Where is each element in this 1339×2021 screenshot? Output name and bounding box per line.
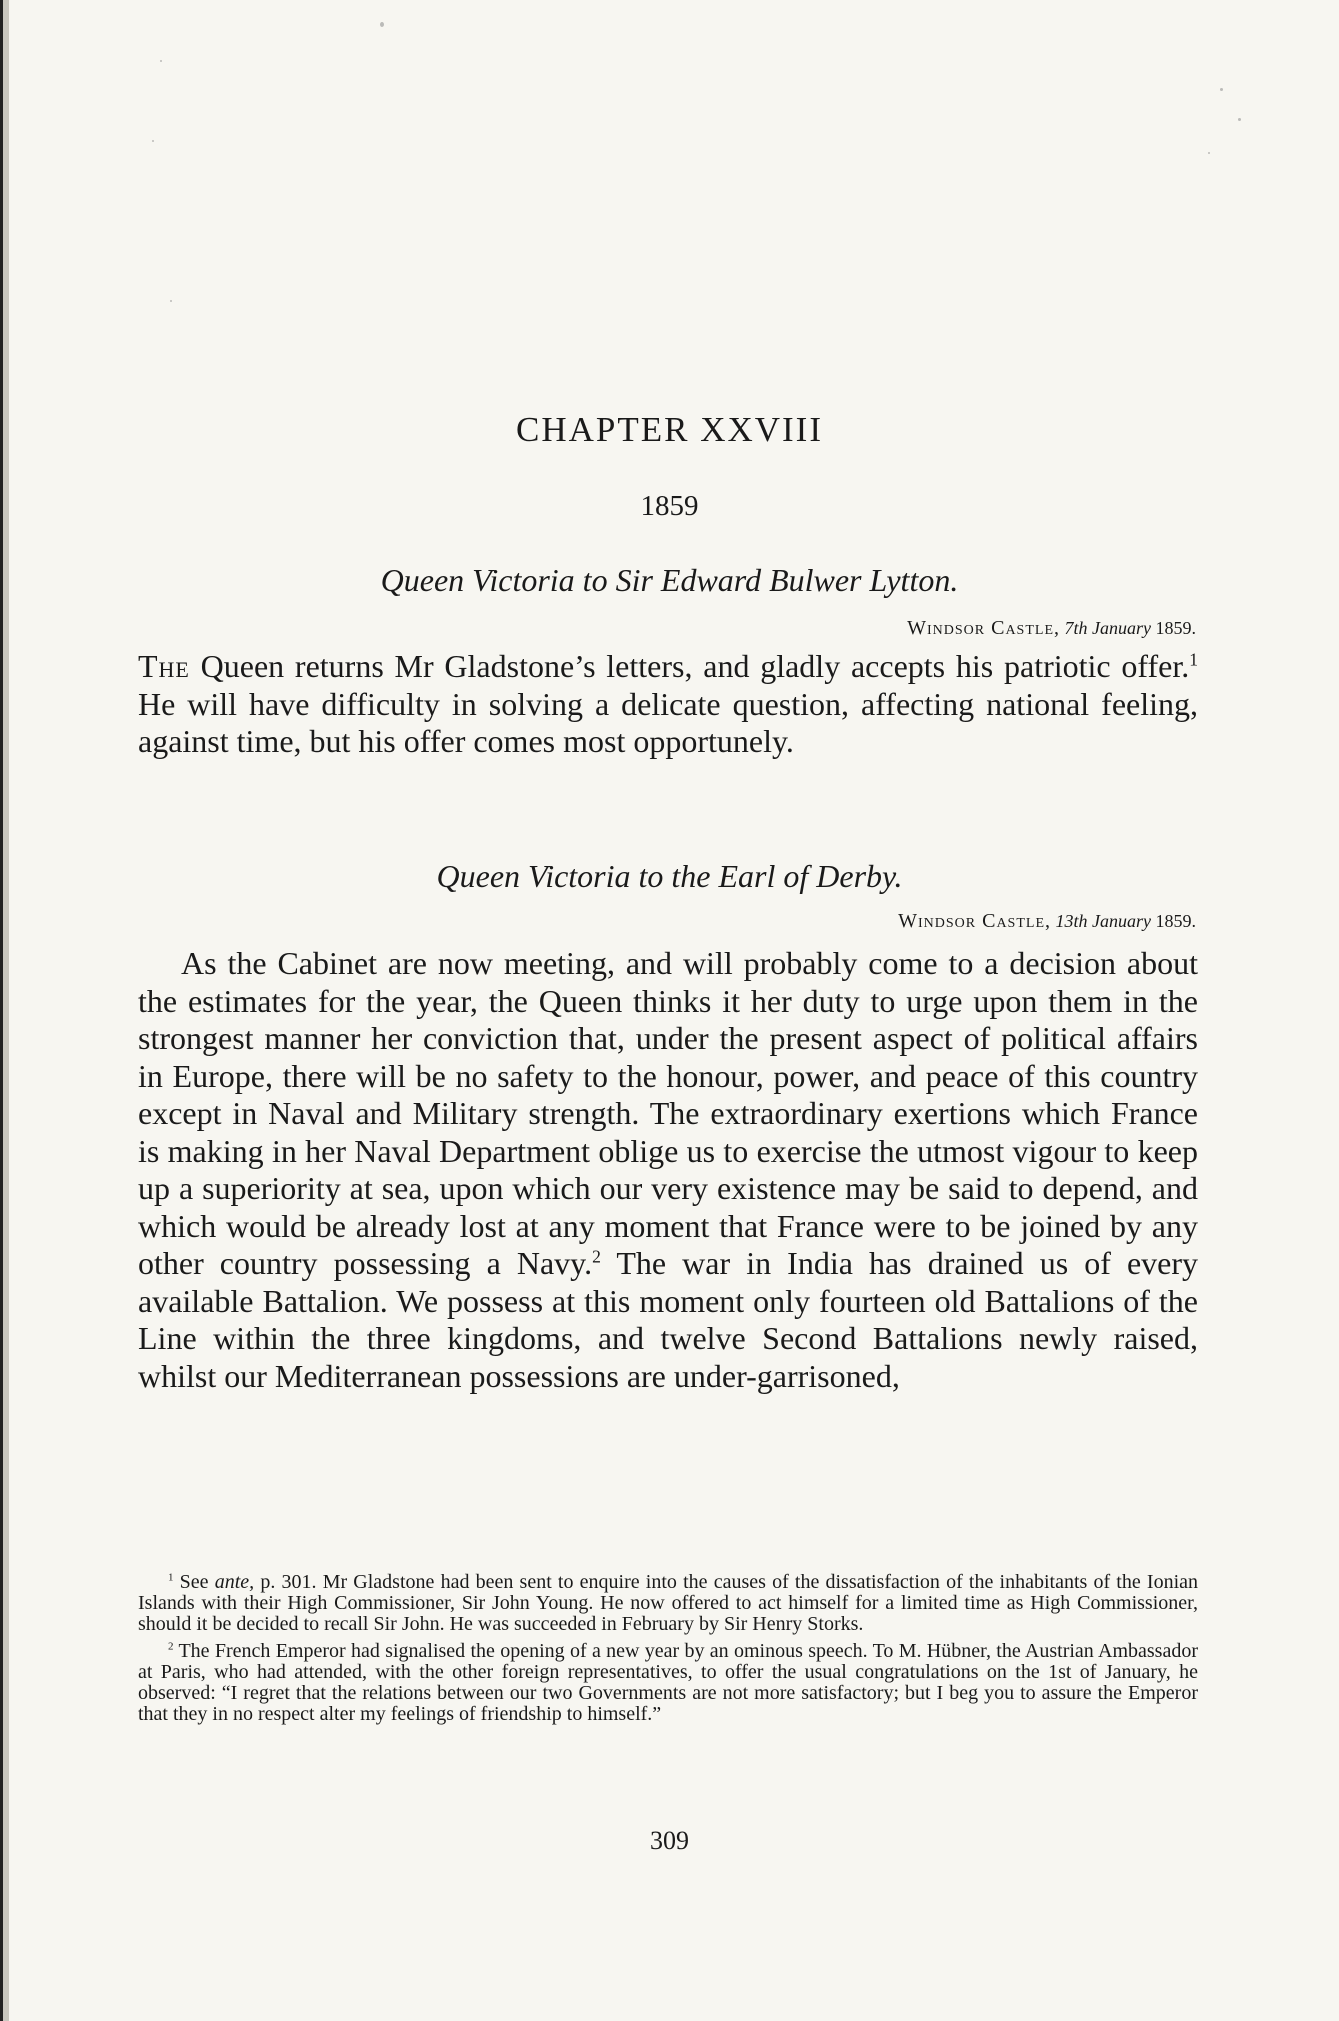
- letter-1-body: [138, 648, 1198, 761]
- letter-2-body-text-a: As the Cabinet are now meeting, and will probably come to a decision about the estimates for the year, the Queen thinks it her duty to urge upon them in the strongest manner her conviction that, under the present aspect of political affairs in Europe, there will be no safety to the honour, power, and peace of this country except in Naval and Military strength. The extraordinary exertions which France is making in her Naval Department oblige us to exercise the utmost vigour to keep up a superiority at sea, upon which our very existence may be said to depend, and which would be already lost at any moment that France were to be joined by any other country possessing a Navy.: [138, 945, 1198, 1281]
- letter-1-lead-word: The: [138, 648, 190, 684]
- page-number: 309: [650, 1826, 689, 1855]
- dateline-year: 1859.: [1155, 618, 1196, 638]
- footnote-2-text: The French Emperor had signalised the opening of a new year by an ominous speech. To M. Hübner, the Austrian Ambassador at Paris, who had attended, with the other foreign representatives, to offer the usual congratulations on the 1st of January, he observed: “I regret that the relations between our two Governments are not more satisfactory; but I beg you to assure the Emperor that they in no respect alter my feelings of friendship to himself.”: [138, 1640, 1198, 1725]
- footnote-2: [138, 1641, 1198, 1725]
- scan-speck: [1220, 88, 1223, 91]
- scan-speck: [152, 140, 154, 142]
- scan-speck: [380, 22, 384, 27]
- letter-1-body-text-b: He will have difficulty in solving a delicate question, affecting national feeling, against time, but his offer comes most opportunely.: [138, 685, 1198, 759]
- footnote-1-pre: See: [179, 1571, 209, 1593]
- footnote-1: [138, 1572, 1198, 1635]
- footnote-number: 2: [168, 1640, 174, 1653]
- dateline-day: 13th: [1055, 911, 1088, 931]
- dateline-month: January: [1092, 911, 1151, 931]
- letter-2-body-text-b: The war in India has drained us of every available Battalion. We possess at this moment only fourteen old Battalions of the Line within the three kingdoms, and twelve Second Battalions newly raised, whilst our Mediterranean possessions are under-garrisoned,: [138, 1245, 1199, 1394]
- footnotes: [138, 1572, 1198, 1731]
- letter-1-heading: Queen Victoria to Sir Edward Bulwer Lytton.: [380, 562, 959, 598]
- footnote-number: 1: [168, 1571, 174, 1584]
- chapter-year: 1859: [640, 490, 699, 522]
- scan-speck: [1238, 118, 1241, 121]
- binding-edge: [0, 0, 9, 2021]
- footnote-ref-1: 1: [1189, 649, 1198, 670]
- dateline-month: January: [1092, 618, 1151, 638]
- letter-2-dateline: [898, 910, 1196, 933]
- letter-1-body-text-a: Queen returns Mr Gladstone’s letters, and gladly accepts his patriotic offer.: [200, 648, 1190, 684]
- scan-speck: [170, 300, 172, 302]
- chapter-title: CHAPTER XXVIII: [515, 410, 823, 449]
- scan-speck: [1208, 152, 1210, 154]
- letter-2-body: [138, 945, 1198, 1395]
- footnote-ref-2: 2: [592, 1246, 601, 1267]
- dateline-place: Windsor Castle,: [898, 910, 1051, 932]
- letter-2-heading: Queen Victoria to the Earl of Derby.: [436, 858, 903, 894]
- footnote-1-italic: ante,: [214, 1571, 255, 1593]
- dateline-year: 1859.: [1155, 911, 1196, 931]
- dateline-place: Windsor Castle,: [907, 617, 1060, 639]
- scan-speck: [160, 60, 162, 62]
- dateline-day: 7th: [1064, 618, 1088, 638]
- letter-1-dateline: [907, 617, 1196, 640]
- footnote-1-text: p. 301. Mr Gladstone had been sent to enquire into the causes of the dissatisfaction of the inhabitants of the Ionian Islands with their High Commissioner, Sir John Young. He now offered to act himself for a limited time as High Commissioner, should it be decided to recall Sir John. He was succeeded in February by Sir Henry Storks.: [138, 1571, 1198, 1635]
